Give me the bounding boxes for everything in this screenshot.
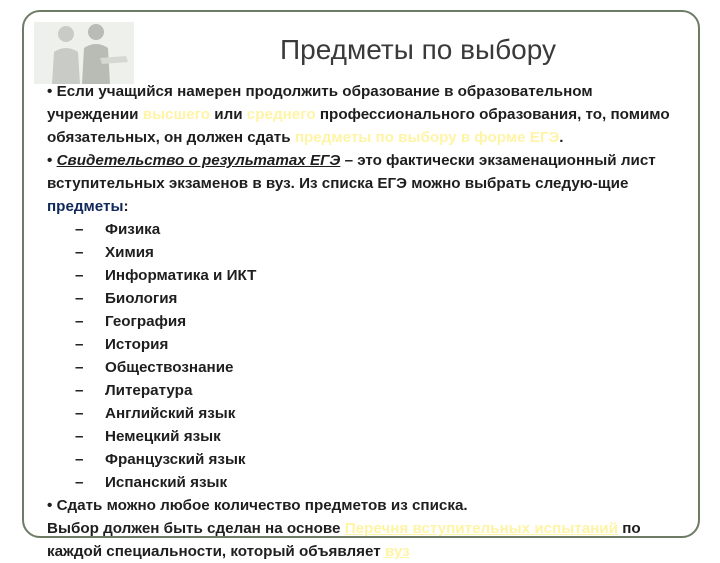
dash: –: [75, 221, 84, 238]
text: – это фактически экзаменационный лист вступительных экзаменов в вуз. Из списка ЕГЭ можно выбрать следую-щие: [47, 152, 656, 192]
dash: –: [75, 267, 84, 284]
subject-item: [47, 218, 687, 241]
dash: –: [75, 313, 84, 330]
page-title: Предметы по выбору: [280, 34, 556, 65]
subject-name: Английский язык: [105, 405, 236, 422]
paragraph-any-number: [47, 494, 687, 517]
subject-item: [47, 471, 687, 494]
subject-name: Обществознание: [105, 359, 234, 376]
subject-item: [47, 356, 687, 379]
paragraph-choice: [47, 517, 687, 563]
subjects-list: [47, 218, 687, 494]
dash: –: [75, 405, 84, 422]
dash: –: [75, 451, 84, 468]
link-university[interactable]: вуз: [384, 543, 410, 560]
highlight-secondary: среднего: [246, 106, 316, 123]
subject-name: Химия: [105, 244, 154, 261]
subject-item: [47, 425, 687, 448]
subject-name: Французский язык: [105, 451, 246, 468]
text: по каждой специальности, который объявляет: [47, 520, 641, 560]
bullet: •: [47, 83, 53, 100]
subject-name: Немецкий язык: [105, 428, 221, 445]
subject-item: [47, 287, 687, 310]
subject-item: [47, 333, 687, 356]
subject-name: География: [105, 313, 187, 330]
subjects-term: предметы: [47, 198, 124, 215]
dash: –: [75, 359, 84, 376]
subject-name: Физика: [105, 221, 161, 238]
paragraph-continue-education: [47, 80, 687, 149]
text: Выбор должен быть сделан на основе: [47, 520, 341, 537]
bullet: •: [47, 497, 53, 514]
text: :: [123, 198, 129, 215]
dash: –: [75, 474, 84, 491]
paragraph-certificate: [47, 149, 687, 218]
dash: –: [75, 428, 84, 445]
text: или: [214, 106, 243, 123]
text: Если учащийся намерен продолжить образование в образовательном учреждении: [47, 83, 593, 123]
dash: –: [75, 290, 84, 307]
subject-item: [47, 264, 687, 287]
bullet: •: [47, 152, 53, 169]
dash: –: [75, 382, 84, 399]
highlight-elective-subjects: предметы по выбору в форме ЕГЭ: [294, 129, 560, 146]
slide-body: [47, 80, 687, 563]
subject-item: [47, 310, 687, 333]
text: .: [559, 129, 564, 146]
subject-name: Информатика и ИКТ: [105, 267, 257, 284]
subject-item: [47, 448, 687, 471]
dash: –: [75, 244, 84, 261]
text: Сдать можно любое количество предметов из списка.: [56, 497, 468, 514]
highlight-higher: высшего: [142, 106, 210, 123]
subject-name: Литература: [105, 382, 193, 399]
subject-name: Биология: [105, 290, 178, 307]
subject-name: История: [105, 336, 169, 353]
link-entrance-tests-list[interactable]: Перечня вступительных испытаний: [344, 520, 618, 537]
subject-item: [47, 379, 687, 402]
certificate-term: Свидетельство о результатах ЕГЭ: [56, 152, 341, 169]
text: профессионального образования, то, помимо обязательных, он должен сдать: [47, 106, 670, 146]
subject-name: Испанский язык: [105, 474, 228, 491]
subject-item: [47, 402, 687, 425]
dash: –: [75, 336, 84, 353]
subject-item: [47, 241, 687, 264]
